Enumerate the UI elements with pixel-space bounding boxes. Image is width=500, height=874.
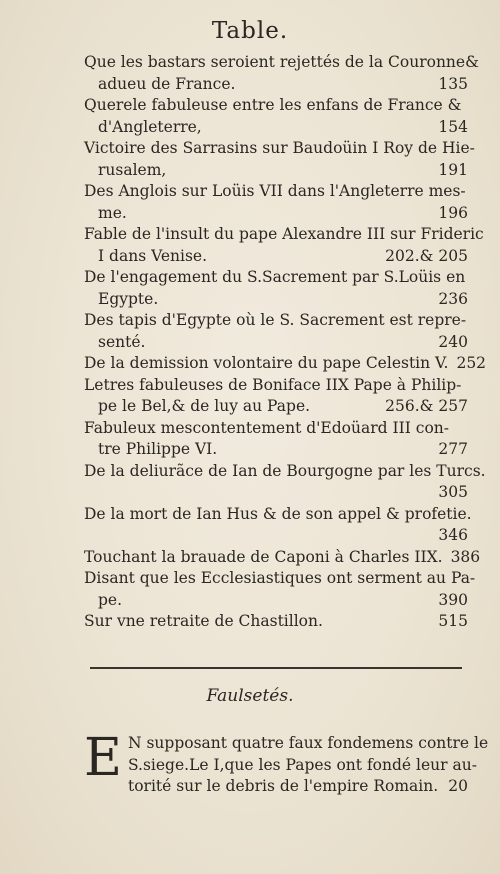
entry-text: pe le Bel,& de luy au Pape. <box>98 397 311 415</box>
entry-text: De la mort de Ian Hus & de son appel & profetie. <box>84 504 472 523</box>
table-entry <box>84 138 475 181</box>
entry-page-number: 386 <box>450 547 481 566</box>
entry-line <box>84 289 468 311</box>
entry-line <box>84 267 468 289</box>
entry-line <box>84 353 487 375</box>
entry-text: adueu de France. <box>98 74 236 93</box>
entry-page-number: 191 <box>438 160 468 179</box>
entry-line <box>84 203 468 225</box>
entry-page-number: 202.& 205 <box>385 246 468 265</box>
entry-line <box>84 95 468 117</box>
entry-line <box>84 461 486 483</box>
table-entry <box>84 375 468 418</box>
entry-text: De la demission volontaire du pape Celestin V. <box>84 354 449 372</box>
section-paragraph <box>84 728 489 798</box>
entry-page-number: 240 <box>438 332 468 351</box>
entry-text: De la deliurãce de Ian de Bourgogne par les Turcs. <box>84 461 486 480</box>
entry-page-number: 346 <box>438 526 468 544</box>
table-entry <box>84 461 486 504</box>
entry-page-number: 256.& 257 <box>385 397 468 415</box>
table-entry <box>84 310 468 353</box>
paragraph-line <box>127 733 489 755</box>
section-divider <box>90 667 462 669</box>
entry-text: tre Philippe VI. <box>98 440 218 458</box>
entry-line <box>84 590 468 612</box>
entry-text: Querele fabuleuse entre les enfans de France & <box>84 96 462 114</box>
entry-text: I dans Venise. <box>98 246 208 265</box>
entry-text: Sur vne retraite de Chastillon. <box>84 612 323 630</box>
entry-text: Disant que les Ecclesiastiques ont serment au Pa- <box>84 569 476 587</box>
entry-line <box>84 525 468 547</box>
entry-line <box>84 224 484 246</box>
entry-line <box>84 310 468 332</box>
entry-line <box>84 504 472 526</box>
entry-page-number: 196 <box>438 203 468 222</box>
entry-text: Victoire des Sarrasins sur Baudoüin I Roy de Hie- <box>84 139 475 157</box>
entry-page-number: 305 <box>438 483 468 501</box>
entry-text: pe. <box>98 590 123 609</box>
table-entry <box>84 267 468 310</box>
table-entry <box>84 418 468 461</box>
drop-cap: E <box>84 728 122 788</box>
entry-line <box>84 375 468 397</box>
table-entry <box>84 353 487 375</box>
entry-page-number: 236 <box>438 289 468 308</box>
entry-line <box>84 52 479 74</box>
entry-text: d'Angleterre, <box>98 117 202 136</box>
entry-line <box>84 482 468 504</box>
page-title: Table. <box>211 18 289 44</box>
entry-page-number: 135 <box>438 74 468 93</box>
entry-text: Fabuleux mescontentement d'Edoüard III con- <box>84 418 450 437</box>
entry-page-number: 515 <box>438 612 468 630</box>
entry-text: Egypte. <box>98 289 159 308</box>
paragraph-text: N supposant quatre faux fondemens contre le <box>127 734 489 752</box>
entry-line <box>84 181 468 203</box>
table-entry <box>84 95 468 138</box>
entry-text: senté. <box>98 332 146 351</box>
entry-page-number: 154 <box>438 117 468 136</box>
table-entry <box>84 611 468 633</box>
table-entry <box>84 547 481 569</box>
entry-text: De l'engagement du S.Sacrement par S.Loüis en <box>84 268 466 286</box>
table-entry <box>84 224 484 267</box>
paragraph-line <box>127 755 477 777</box>
entry-text: Letres fabuleuses de Boniface IIX Pape à Philip- <box>84 375 462 394</box>
section-title: Faulsetés. <box>206 686 294 706</box>
entry-text: rusalem, <box>98 160 167 179</box>
entry-line <box>84 160 468 182</box>
entry-line <box>84 418 468 440</box>
entry-line <box>84 439 468 461</box>
table-entry <box>84 504 472 547</box>
entry-text: Des Anglois sur Loüis VII dans l'Angleterre mes- <box>84 182 466 200</box>
entry-line <box>84 332 468 354</box>
entry-line <box>84 117 468 139</box>
paragraph-line <box>128 776 468 798</box>
entry-line <box>84 611 468 633</box>
entry-line <box>84 568 476 590</box>
page-number: 20 <box>448 777 468 795</box>
entry-text: Que les bastars seroient rejettés de la Couronne& <box>84 53 479 71</box>
table-entries <box>84 52 487 633</box>
entry-page-number: 252 <box>456 354 487 372</box>
entry-line <box>84 138 475 160</box>
table-entry <box>84 52 479 95</box>
table-entry <box>84 181 468 224</box>
entry-text: me. <box>98 203 127 222</box>
entry-page-number: 277 <box>438 440 468 458</box>
entry-text: Des tapis d'Egypte où le S. Sacrement est repre- <box>84 311 467 329</box>
entry-line <box>84 246 468 268</box>
entry-page-number: 390 <box>438 590 468 609</box>
entry-line <box>84 547 481 569</box>
entry-text: Touchant la brauade de Caponi à Charles IIX. <box>84 547 443 566</box>
paragraph-text: S.siege.Le I,que les Papes ont fondé leur au- <box>127 755 477 774</box>
entry-line <box>84 74 468 96</box>
entry-line <box>84 396 468 418</box>
entry-text: Fable de l'insult du pape Alexandre III sur Frideric <box>84 225 484 243</box>
table-entry <box>84 568 476 611</box>
paragraph-text: torité sur le debris de l'empire Romain. <box>127 777 439 795</box>
